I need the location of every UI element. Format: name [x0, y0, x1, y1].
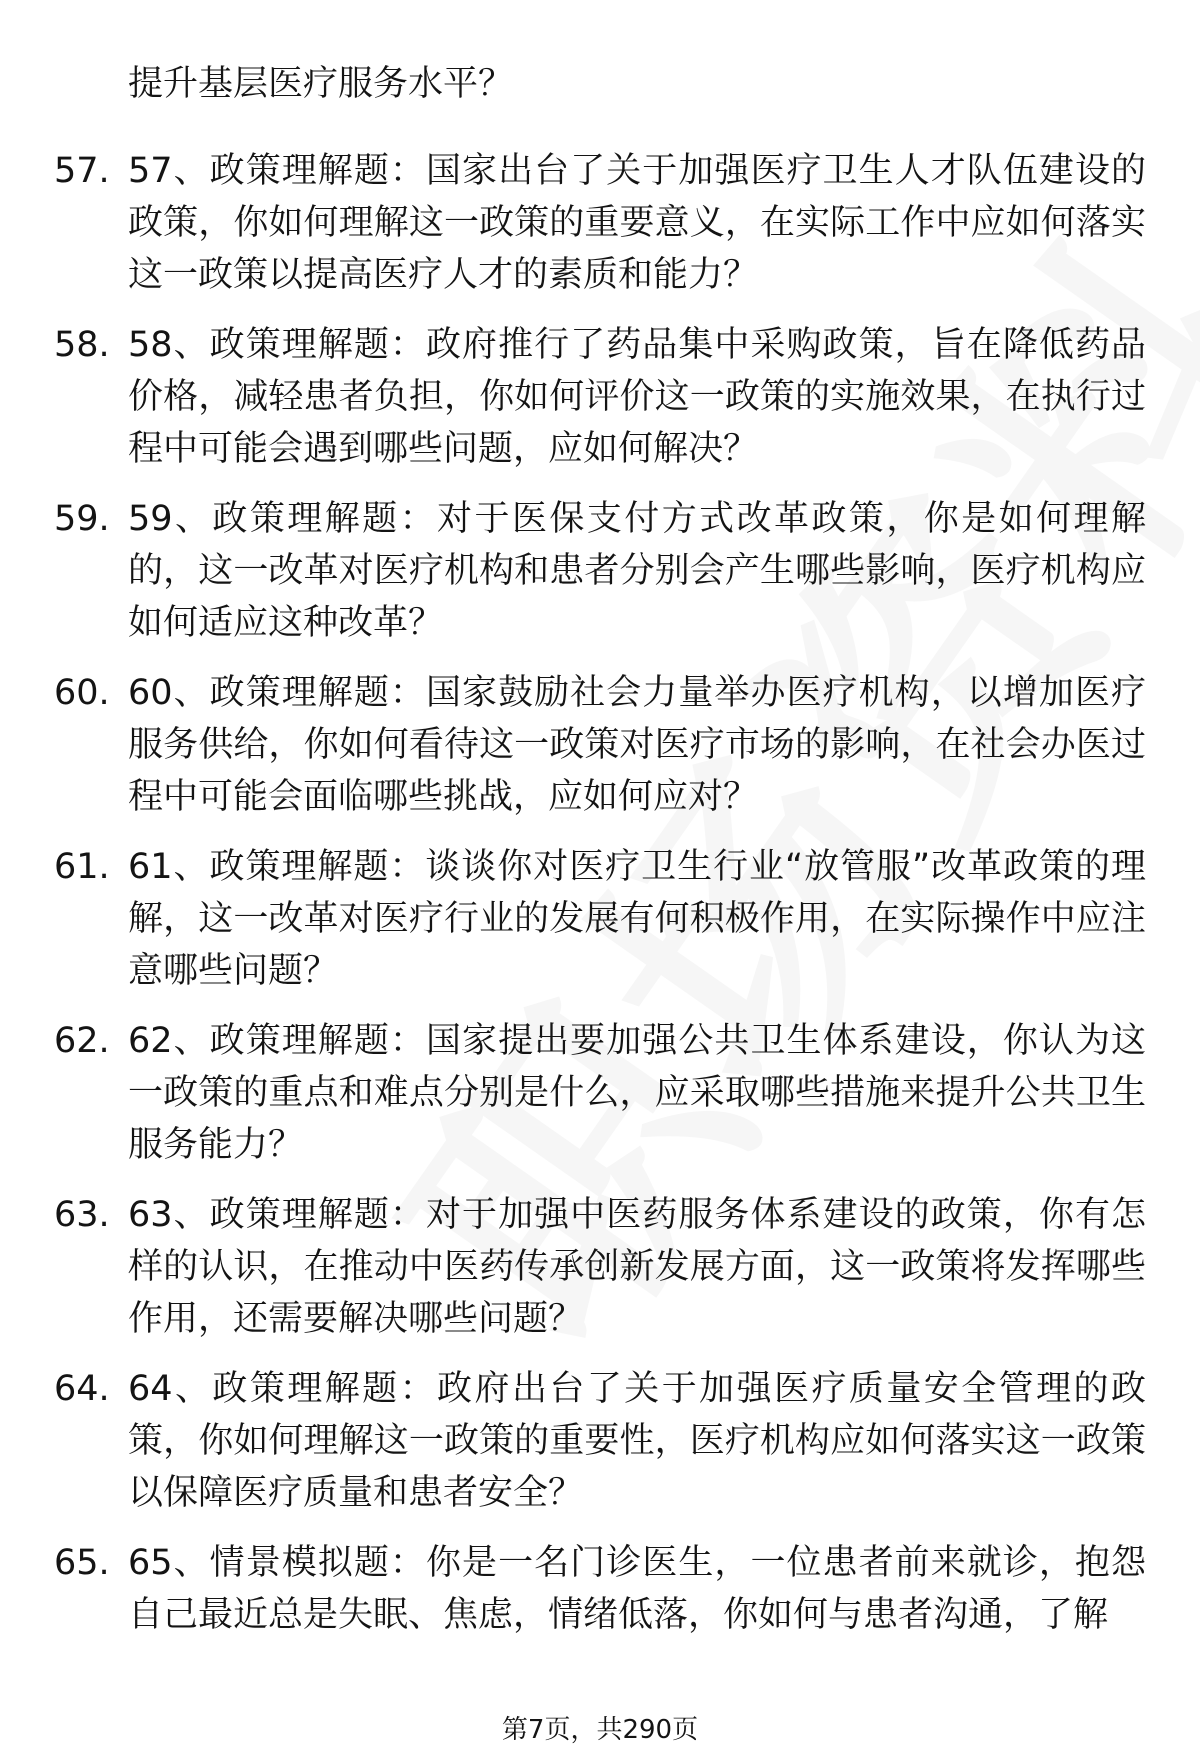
question-number: 61. — [54, 847, 110, 887]
question-number: 59. — [54, 499, 110, 539]
question-item — [0, 1015, 1200, 1170]
question-text: 57、政策理解题：国家出台了关于加强医疗卫生人才队伍建设的政策，你如何理解这一政策的重要意义，在实际工作中应如何落实这一政策以提高医疗人才的素质和能力？ — [128, 151, 1146, 295]
question-number: 60. — [54, 673, 110, 713]
question-text: 64、政策理解题：政府出台了关于加强医疗质量安全管理的政策，你如何理解这一政策的重要性，医疗机构应如何落实这一政策以保障医疗质量和患者安全？ — [128, 1369, 1146, 1513]
question-number: 64. — [54, 1369, 110, 1409]
question-item — [0, 1363, 1200, 1518]
question-number: 63. — [54, 1195, 110, 1235]
question-list — [0, 145, 1200, 1711]
question-item — [0, 319, 1200, 474]
continued-text: 提升基层医疗服务水平？ — [128, 64, 514, 104]
question-number: 57. — [54, 151, 110, 191]
question-number: 65. — [54, 1543, 110, 1583]
question-text: 60、政策理解题：国家鼓励社会力量举办医疗机构，以增加医疗服务供给，你如何看待这一政策对医疗市场的影响，在社会办医过程中可能会面临哪些挑战，应如何应对？ — [128, 673, 1146, 817]
question-text: 63、政策理解题：对于加强中医药服务体系建设的政策，你有怎样的认识，在推动中医药传承创新发展方面，这一政策将发挥哪些作用，还需要解决哪些问题？ — [128, 1195, 1146, 1339]
question-item — [0, 493, 1200, 648]
question-text: 59、政策理解题：对于医保支付方式改革政策，你是如何理解的，这一改革对医疗机构和患者分别会产生哪些影响，医疗机构应如何适应这种改革？ — [128, 499, 1146, 643]
question-item — [0, 841, 1200, 996]
question-item — [0, 145, 1200, 300]
question-number: 62. — [54, 1021, 110, 1061]
question-text: 62、政策理解题：国家提出要加强公共卫生体系建设，你认为这一政策的重点和难点分别是什么，应采取哪些措施来提升公共卫生服务能力？ — [128, 1021, 1146, 1165]
page-footer: 第7页，共290页 — [501, 1715, 699, 1745]
question-text: 65、情景模拟题：你是一名门诊医生，一位患者前来就诊，抱怨自己最近总是失眠、焦虑，情绪低落，你如何与患者沟通，了解 — [128, 1543, 1146, 1635]
question-number: 58. — [54, 325, 110, 365]
question-item — [0, 667, 1200, 822]
question-item — [0, 1537, 1200, 1692]
question-text: 58、政策理解题：政府推行了药品集中采购政策，旨在降低药品价格，减轻患者负担，你如何评价这一政策的实施效果，在执行过程中可能会遇到哪些问题，应如何解决？ — [128, 325, 1146, 469]
question-item — [0, 1189, 1200, 1344]
question-text: 61、政策理解题：谈谈你对医疗卫生行业“放管服”改革政策的理解，这一改革对医疗行业的发展有何积极作用，在实际操作中应注意哪些问题？ — [128, 847, 1146, 991]
